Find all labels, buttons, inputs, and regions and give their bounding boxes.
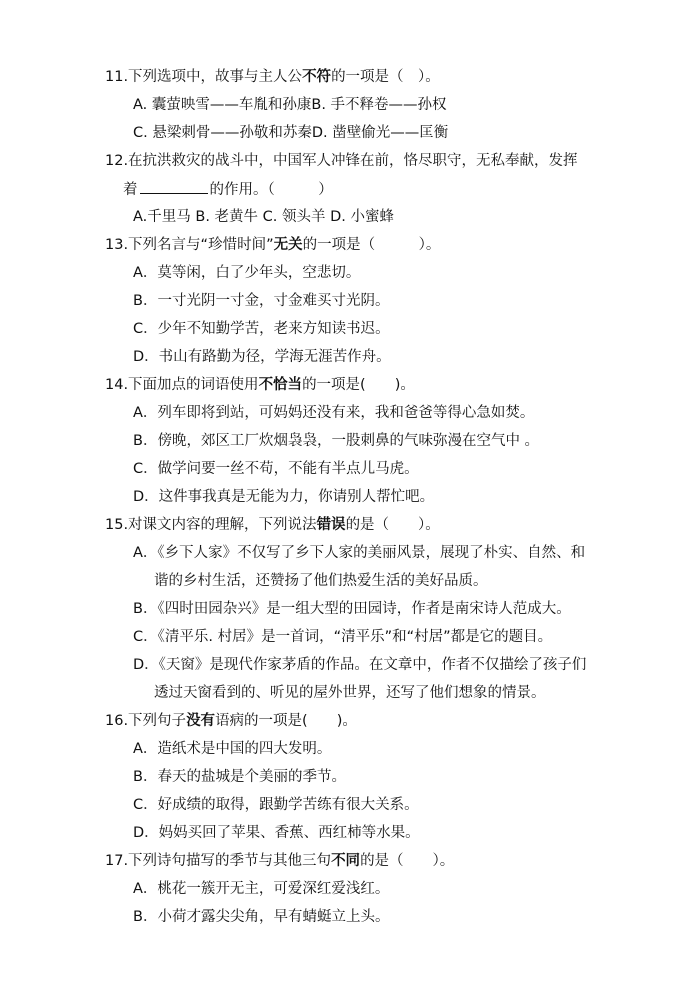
stem-text: 的是（ ）。 xyxy=(360,853,455,869)
question-17-stem xyxy=(105,851,454,871)
stem-text: 15.对课文内容的理解，下列说法 xyxy=(105,517,317,533)
answer-blank xyxy=(140,179,208,194)
question-16-option: D．妈妈买回了苹果、香蕉、西红柿等水果。 xyxy=(133,825,420,841)
question-11-stem xyxy=(105,67,440,87)
question-14-option: A．列车即将到站，可妈妈还没有来，我和爸爸等得心急如焚。 xyxy=(133,405,535,421)
question-13-option: C．少年不知勤学苦，老来方知读书迟。 xyxy=(133,321,390,337)
stem-text: 11.下列选项中，故事与主人公 xyxy=(105,69,303,85)
question-15-option: A．《乡下人家》不仅写了乡下人家的美丽风景，展现了朴实、自然、和 xyxy=(133,545,586,561)
stem-emphasis: 没有 xyxy=(186,713,216,729)
stem-text: 14.下面加点的词语使用 xyxy=(105,377,259,393)
stem-text: 的一项是( )。 xyxy=(302,377,415,393)
question-13-option: A．莫等闲，白了少年头，空悲切。 xyxy=(133,265,361,281)
stem-text: 的一项是（ ）。 xyxy=(302,237,441,253)
stem-emphasis: 错误 xyxy=(316,517,346,533)
question-11-option: C. 悬梁刺骨——孙敬和苏秦D. 凿壁偷光——匡衡 xyxy=(133,125,449,141)
stem-text: 着 xyxy=(123,182,138,198)
question-14-option: D．这件事我真是无能为力，你请别人帮忙吧。 xyxy=(133,489,435,505)
stem-emphasis: 不恰当 xyxy=(258,377,303,393)
stem-text: 的作用。（ ） xyxy=(209,182,333,198)
question-15-option-continued: 谐的乡村生活，还赞扬了他们热爱生活的美好品质。 xyxy=(154,573,488,589)
stem-emphasis: 无关 xyxy=(273,237,303,253)
stem-text: 16.下列句子 xyxy=(105,713,187,729)
stem-text: 的一项是（ ）。 xyxy=(331,69,440,85)
question-15-option: C．《清平乐. 村居》是一首词，“清平乐”和“村居”都是它的题目。 xyxy=(133,629,553,645)
question-16-option: B．春天的盐城是个美丽的季节。 xyxy=(133,769,346,785)
stem-text: 17.下列诗句描写的季节与其他三句 xyxy=(105,853,332,869)
stem-text: 13.下列名言与“珍惜时间” xyxy=(105,237,274,253)
question-11-option: A. 囊萤映雪——车胤和孙康B. 手不释卷——孙权 xyxy=(133,97,447,113)
question-12-stem: 12.在抗洪救灾的战斗中，中国军人冲锋在前，恪尽职守，无私奉献，发挥 xyxy=(105,153,578,169)
question-16-stem xyxy=(105,711,357,731)
question-13-option: B．一寸光阴一寸金，寸金难买寸光阴。 xyxy=(133,293,390,309)
stem-text: 语病的一项是( )。 xyxy=(215,713,357,729)
question-15-option: D．《天窗》是现代作家茅盾的作品。在文章中，作者不仅描绘了孩子们 xyxy=(133,657,587,673)
question-15-stem xyxy=(105,515,440,535)
question-14-stem xyxy=(105,375,415,395)
question-15-option: B．《四时田园杂兴》是一组大型的田园诗，作者是南宋诗人范成大。 xyxy=(133,601,571,617)
question-16-option: C．好成绩的取得，跟勤学苦练有很大关系。 xyxy=(133,797,419,813)
question-13-option: D．书山有路勤为径，学海无涯苦作舟。 xyxy=(133,349,391,365)
stem-emphasis: 不同 xyxy=(331,853,361,869)
question-14-option: B．傍晚，郊区工厂炊烟袅袅，一股刺鼻的气味弥漫在空气中 。 xyxy=(133,433,540,449)
question-15-option-continued: 透过天窗看到的、听见的屋外世界，还写了他们想象的情景。 xyxy=(154,685,546,701)
question-12-stem-line2 xyxy=(123,179,333,200)
question-12-option: A.千里马 B. 老黄牛 C. 领头羊 D. 小蜜蜂 xyxy=(133,209,394,225)
question-17-option: B．小荷才露尖尖角，早有蜻蜓立上头。 xyxy=(133,909,390,925)
question-17-option: A．桃花一簇开无主，可爱深红爱浅红。 xyxy=(133,881,390,897)
question-16-option: A．造纸术是中国的四大发明。 xyxy=(133,741,332,757)
stem-emphasis: 不符 xyxy=(302,69,332,85)
stem-text: 的是（ ）。 xyxy=(345,517,440,533)
question-13-stem xyxy=(105,235,440,255)
question-14-option: C．做学问要一丝不苟，不能有半点儿马虎。 xyxy=(133,461,419,477)
